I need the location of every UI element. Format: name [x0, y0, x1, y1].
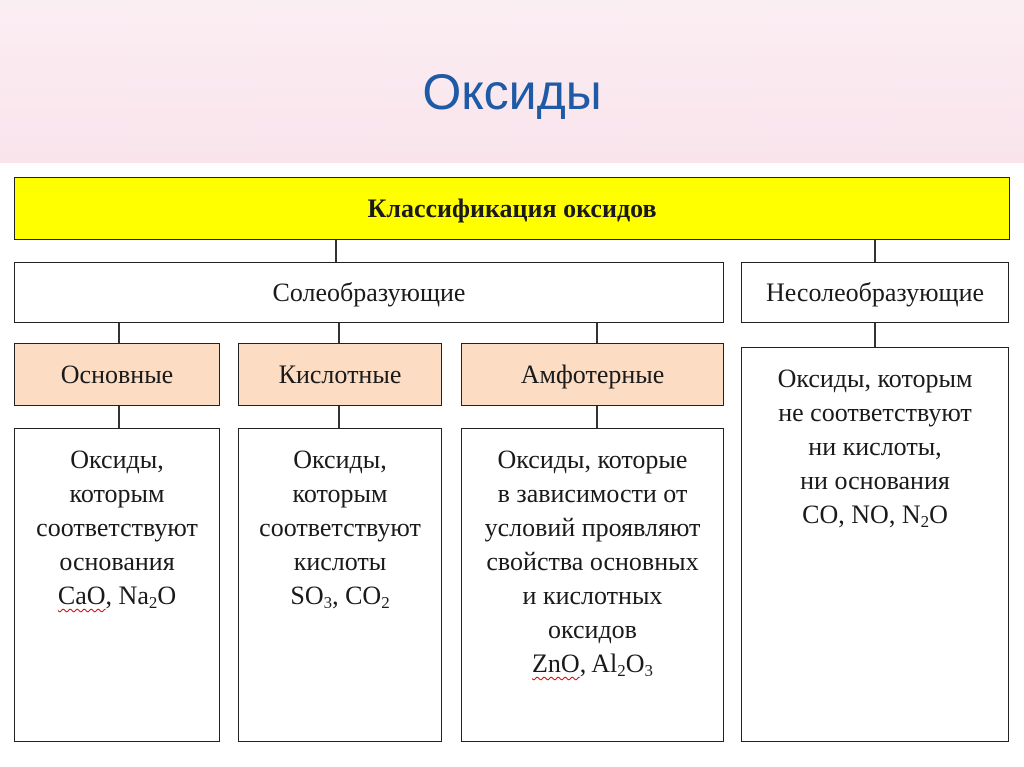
acidic-examples: $SO_3$, $CO_2$	[290, 581, 390, 613]
basic-category-box	[14, 343, 220, 406]
connector-line	[874, 323, 876, 347]
connector-line	[338, 406, 340, 428]
description-line: которым	[292, 479, 388, 508]
salt-forming-box	[14, 262, 724, 323]
connector-line	[874, 240, 876, 262]
description-line: основания	[59, 547, 175, 576]
description-line: не соответствуют	[778, 398, 972, 427]
classification-header	[14, 177, 1010, 240]
connector-line	[596, 406, 598, 428]
basic-examples: CaO, $Na_2O$	[57, 581, 177, 613]
amphoteric-description-box	[461, 428, 724, 742]
connector-line	[596, 323, 598, 343]
connector-line	[338, 323, 340, 343]
formula-cao: CaO	[57, 581, 106, 610]
description-line: соответствуют	[36, 513, 198, 542]
non-salt-forming-label: Несолеобразующие	[765, 277, 985, 307]
formula-zno: ZnO	[532, 649, 580, 678]
salt-forming-label: Солеобразующие	[272, 277, 466, 307]
description-line: Оксиды, которым	[777, 364, 973, 393]
description-line: которым	[69, 479, 165, 508]
basic-description-box	[14, 428, 220, 742]
connector-line	[118, 406, 120, 428]
description-line: условий проявляют	[484, 513, 701, 542]
description-line: ни кислоты,	[808, 432, 942, 461]
acidic-description-box	[238, 428, 442, 742]
non-salt-forming-description-box	[741, 347, 1009, 742]
connector-line	[335, 240, 337, 262]
acidic-category-label: Кислотные	[278, 359, 402, 389]
description-line: свойства основных	[486, 547, 699, 576]
description-line: ни основания	[800, 466, 950, 495]
description-line: Оксиды, которые	[497, 445, 688, 474]
slide-title: Оксиды	[422, 64, 602, 120]
amphoteric-category-label: Амфотерные	[520, 359, 665, 389]
description-line: Оксиды,	[293, 445, 387, 474]
amphoteric-category-box	[461, 343, 724, 406]
description-line: и кислотных	[522, 581, 663, 610]
basic-category-label: Основные	[60, 359, 174, 389]
description-line: кислоты	[293, 547, 387, 576]
description-line: соответствуют	[259, 513, 421, 542]
acidic-category-box	[238, 343, 442, 406]
non-salt-forming-box	[741, 262, 1009, 323]
description-line: оксидов	[548, 615, 637, 644]
connector-line	[118, 323, 120, 343]
classification-label: Классификация оксидов	[367, 193, 657, 223]
non-salt-forming-examples: CO, NO, $N_2O$	[802, 500, 948, 532]
description-line: Оксиды,	[70, 445, 164, 474]
amphoteric-examples: ZnO, $Al_2O_3$	[532, 649, 653, 681]
description-line: в зависимости от	[497, 479, 688, 508]
